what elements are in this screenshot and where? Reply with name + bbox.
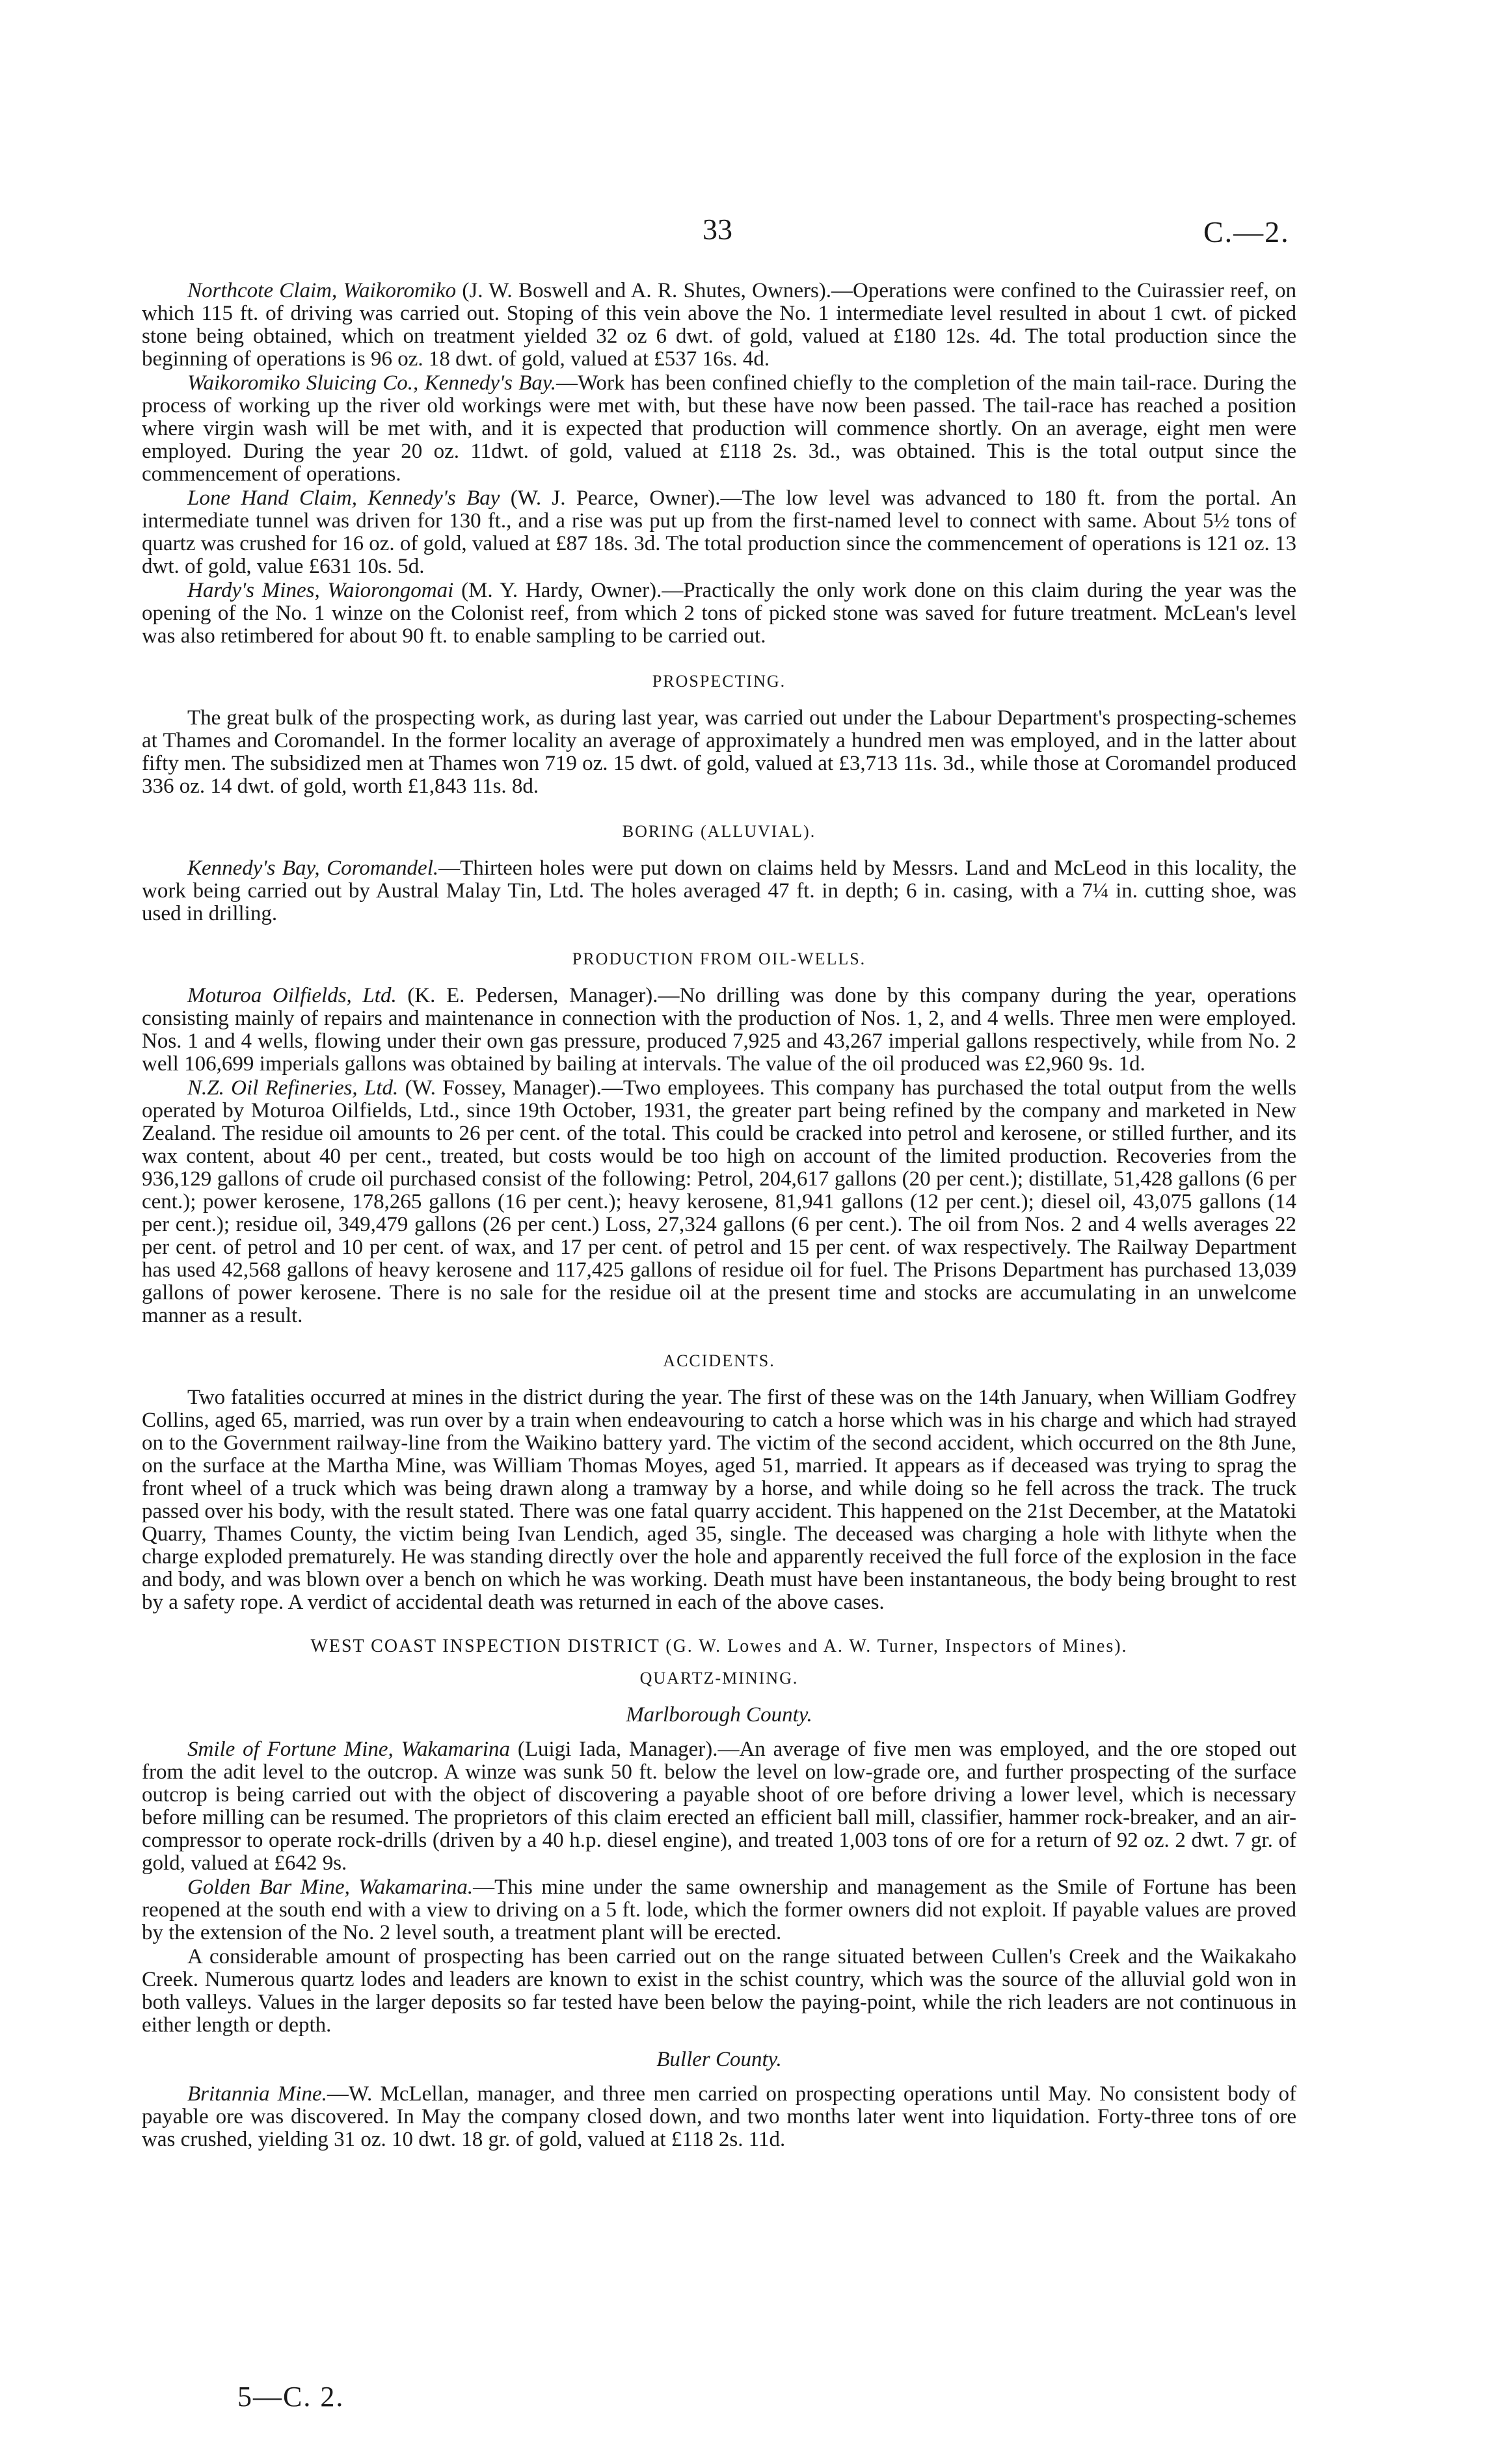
paragraph-golden-bar [142, 1876, 1296, 1944]
page-header [0, 213, 1500, 257]
district-name: WEST COAST INSPECTION DISTRICT [310, 1636, 660, 1656]
claim-name: Lone Hand Claim, Kennedy's Bay [187, 486, 500, 510]
mine-name: Smile of Fortune Mine, Wakamarina [187, 1738, 511, 1761]
claim-name: Waikoromiko Sluicing Co., Kennedy's Bay. [187, 371, 556, 395]
body-column [142, 280, 1296, 2153]
paragraph-text: (M. Y. Hardy, Owner).—Practically the only work done on this claim during the year was the opening of the No. 1 winze on the Colonist reef, from which 2 tons of picked stone was saved for future treatment. McLean's level was also retimbered for about 90 ft. to enable sampling to be carried out. [142, 579, 1296, 648]
mine-name: Golden Bar Mine, Wakamarina. [187, 1875, 474, 1899]
page-number: 33 [703, 213, 732, 246]
county-buller: Buller County. [656, 2048, 782, 2071]
heading-boring: BORING (ALLUVIAL). [622, 822, 816, 841]
paragraph-text: —Work has been confined chiefly to the completion of the main tail-race. During the process of working up the river old workings were met with, but these have now been passed. The tail-race has reached a position where virgin wash will be met with, and it is expected that production will commence shortly. On an average, eight men were employed. During the year 20 oz. 11dwt. of gold, valued at £118 2s. 3d., was obtained. This is the total output since the commencement of operations. [142, 371, 1296, 486]
paragraph-northcote [142, 280, 1296, 371]
heading-oil-wells: PRODUCTION FROM OIL-WELLS. [572, 949, 866, 968]
paragraph-text: —Thirteen holes were put down on claims held by Messrs. Land and McLeod in this locality, the work being carried out by Austral Malay Tin, Ltd. The holes averaged 47 ft. in depth; 6 in. casing, with a 7¼ in. cutting shoe, was used in drilling. [142, 856, 1296, 925]
paragraph-text: (K. E. Pedersen, Manager).—No drilling was done by this company during the year, operations consisting mainly of repairs and maintenance in connection with the production of Nos. 1, 2, and 4 wells. Three men were employed. Nos. 1 and 4 wells, flowing under their own gas pressure, produced 7,925 and 43,267 imperial gallons respectively, while from No. 2 well 106,699 imperials gallons was obtained by bailing at intervals. The value of the oil produced was £2,960 9s. 1d. [142, 984, 1296, 1076]
heading-prospecting: PROSPECTING. [652, 672, 786, 691]
heading-accidents: ACCIDENTS. [663, 1351, 775, 1370]
company-name: Moturoa Oilfields, Ltd. [187, 984, 397, 1007]
paragraph-text: (W. J. Pearce, Owner).—The low level was advanced to 180 ft. from the portal. An intermediate tunnel was driven for 130 ft., and a rise was put up from the first-named level to connect with same. About 5½ tons of quartz was crushed for 16 oz. of gold, valued at £87 18s. 3d. The total production since the commencement of operations is 121 oz. 13 dwt. of gold, value £631 10s. 5d. [142, 486, 1296, 578]
claim-name: Hardy's Mines, Waiorongomai [187, 579, 454, 602]
paragraph-cullens-creek: A considerable amount of prospecting has been carried out on the range situated between Cullen's Creek and the Waikakaho Creek. Numerous quartz lodes and leaders are known to exist in the schist country, which was the source of the alluvial gold won in both valleys. Values in the larger deposits so far tested have been below the paying-point, while the rich leaders are not continuous in either length or depth. [142, 1945, 1296, 2037]
district-heading [142, 1635, 1296, 1658]
paragraph-text: —This mine under the same ownership and management as the Smile of Fortune has been reopened at the south end with a view to driving on a 5 ft. lode, which the former owners did not exploit. If payable values are proved by the extension of the No. 2 level south, a treatment plant will be erected. [142, 1875, 1296, 1944]
heading-quartz-mining: QUARTZ-MINING. [639, 1669, 799, 1688]
paragraph-britannia [142, 2083, 1296, 2151]
paragraph-moturoa [142, 985, 1296, 1076]
district-inspectors: (G. W. Lowes and A. W. Turner, Inspectors of Mines). [665, 1636, 1128, 1656]
paragraph-hardy [142, 579, 1296, 648]
paragraph-lone-hand [142, 487, 1296, 578]
paragraph-prospecting: The great bulk of the prospecting work, as during last year, was carried out under the Labour Department's prospecting-schemes at Thames and Coromandel. In the former locality an average of approximately a hundred men was employed, and in the latter about fifty men. The subsidized men at Thames won 719 oz. 15 dwt. of gold, valued at £3,713 11s. 3d., while those at Coromandel produced 336 oz. 14 dwt. of gold, worth £1,843 11s. 8d. [142, 706, 1296, 798]
paragraph-text: (J. W. Boswell and A. R. Shutes, Owners).—Operations were confined to the Cuirassier reef, on which 115 ft. of driving was carried out. Stoping of this vein above the No. 1 intermediate level resulted in about 1 cwt. of picked stone being obtained, which on treatment yielded 32 oz 6 dwt. of gold, valued at £180 12s. 4d. The total production since the beginning of operations is 96 oz. 18 dwt. of gold, valued at £537 16s. 4d. [142, 279, 1296, 371]
paragraph-waikoromiko [142, 372, 1296, 486]
paragraph-boring [142, 857, 1296, 925]
company-name: N.Z. Oil Refineries, Ltd. [187, 1076, 399, 1100]
paragraph-nz-oil [142, 1077, 1296, 1327]
paragraph-smile-of-fortune [142, 1738, 1296, 1875]
footer-signature: 5—C. 2. [237, 2381, 345, 2413]
document-reference: C.—2. [1203, 215, 1290, 248]
claim-name: Kennedy's Bay, Coromandel. [187, 856, 439, 880]
mine-name: Britannia Mine. [187, 2082, 327, 2106]
paragraph-text: (Luigi Iada, Manager).—An average of five men was employed, and the ore stoped out from the adit level to the outcrop. A winze was sunk 50 ft. below the level on low-grade ore, and further prospecting of the surface outcrop is being carried out with the object of discovering a payable shoot of ore before driving a lower level, which is necessary before milling can be resumed. The proprietors of this claim erected an efficient ball mill, classifier, hammer rock-breaker, and an air-compressor to operate rock-drills (driven by a 40 h.p. diesel engine), and treated 1,003 tons of ore for a return of 92 oz. 2 dwt. 7 gr. of gold, valued at £642 9s. [142, 1738, 1296, 1875]
paragraph-text: —W. McLellan, manager, and three men carried on prospecting operations until May. No consistent body of payable ore was discovered. In May the company closed down, and two months later went into liquidation. Forty-three tons of ore was crushed, yielding 31 oz. 10 dwt. 18 gr. of gold, valued at £118 2s. 11d. [142, 2082, 1296, 2151]
claim-name: Northcote Claim, Waikoromiko [187, 279, 457, 302]
paragraph-accidents: Two fatalities occurred at mines in the district during the year. The first of these was on the 14th January, when William Godfrey Collins, aged 65, married, was run over by a train when endeavouring to catch a horse which was in his charge and which had strayed on to the Government railway-line from the Waikino battery yard. The victim of the second accident, which occurred on the 8th June, on the surface at the Martha Mine, was William Thomas Moyes, aged 51, married. It appears as if deceased was trying to sprag the front wheel of a truck which was being drawn along a tramway by a horse, and while doing so he fell across the track. The truck passed over his body, with the result stated. There was one fatal quarry accident. This happened on the 21st December, at the Matatoki Quarry, Thames County, the victim being Ivan Lendich, aged 35, single. The deceased was charging a hole with lithyte when the charge exploded prematurely. He was standing directly over the hole and apparently received the full force of the explosion in the face and body, and was blown over a bench on which he was working. Death must have been instantaneous, the body being brought to rest by a safety rope. A verdict of accidental death was returned in each of the above cases. [142, 1386, 1296, 1614]
county-marlborough: Marlborough County. [626, 1703, 812, 1727]
paragraph-text: (W. Fossey, Manager).—Two employees. This company has purchased the total output from the wells operated by Moturoa Oilfields, Ltd., since 19th October, 1931, the greater part being refined by the company and marketed in New Zealand. The residue oil amounts to 26 per cent. of the total. This could be cracked into petrol and kerosene, or stilled further, and its wax content, about 40 per cent., treated, but costs would be too high on account of the limited production. Recoveries from the 936,129 gallons of crude oil purchased consist of the following: Petrol, 204,617 gallons (20 per cent.); distillate, 51,428 gallons (6 per cent.); power kerosene, 178,265 gallons (16 per cent.); heavy kerosene, 81,941 gallons (12 per cent.); diesel oil, 43,075 gallons (14 per cent.); residue oil, 349,479 gallons (26 per cent.) Loss, 27,324 gallons (6 per cent.). The oil from Nos. 2 and 4 wells averages 22 per cent. of petrol and 10 per cent. of wax, and 17 per cent. of petrol and 15 per cent. of wax respectively. The Railway Department has used 42,568 gallons of heavy kerosene and 117,425 gallons of residue oil for fuel. The Prisons Department has purchased 13,039 gallons of power kerosene. There is no sale for the residue oil at the present time and stocks are accumulating in an unwelcome manner as a result. [142, 1076, 1296, 1327]
